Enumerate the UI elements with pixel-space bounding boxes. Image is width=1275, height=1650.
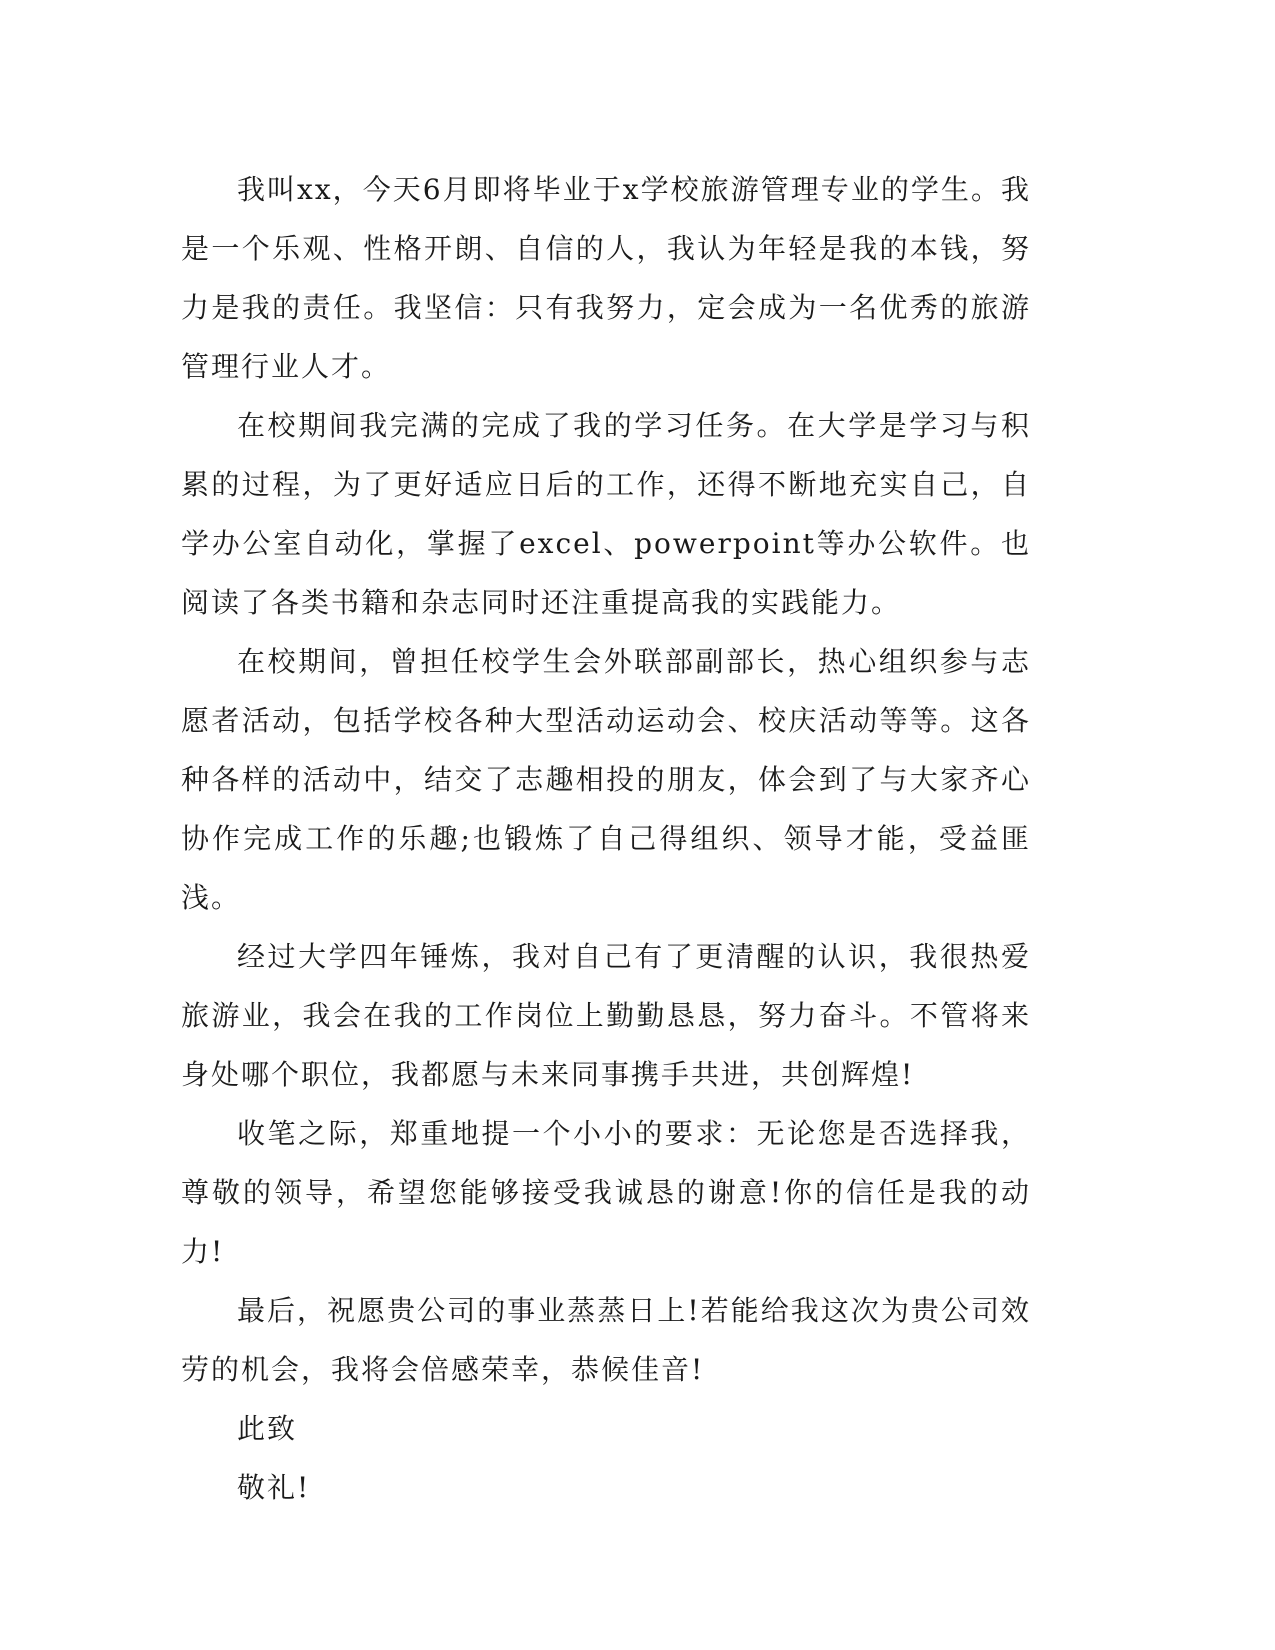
paragraph-commitment: 经过大学四年锤炼，我对自己有了更清醒的认识，我很热爱旅游业，我会在我的工作岗位上勤勤恳恳，努力奋斗。不管将来身处哪个职位，我都愿与未来同事携手共进，共创辉煌! <box>181 940 1031 1091</box>
paragraph-study: 在校期间我完满的完成了我的学习任务。在大学是学习与积累的过程，为了更好适应日后的工作，还得不断地充实自己，自学办公室自动化，掌握了excel、powerpoint等办公软件。也阅读了各类书籍和杂志同时还注重提高我的实践能力。 <box>181 409 1031 619</box>
paragraph-intro: 我叫xx，今天6月即将毕业于x学校旅游管理专业的学生。我是一个乐观、性格开朗、自信的人，我认为年轻是我的本钱，努力是我的责任。我坚信：只有我努力，定会成为一名优秀的旅游管理行业人才。 <box>181 173 1031 383</box>
closing-salutation: 此致 <box>237 1412 298 1445</box>
paragraph-activities: 在校期间，曾担任校学生会外联部副部长，热心组织参与志愿者活动，包括学校各种大型活动运动会、校庆活动等等。这各种各样的活动中，结交了志趣相投的朋友，体会到了与大家齐心协作完成工作的乐趣;也锻炼了自己得组织、领导才能，受益匪浅。 <box>181 645 1031 914</box>
paragraph-wishes: 最后，祝愿贵公司的事业蒸蒸日上!若能给我这次为贵公司效劳的机会，我将会倍感荣幸，恭候佳音! <box>181 1294 1031 1386</box>
letter-body <box>181 160 1031 1517</box>
paragraph-request: 收笔之际，郑重地提一个小小的要求：无论您是否选择我，尊敬的领导，希望您能够接受我诚恳的谢意!你的信任是我的动力! <box>181 1117 1031 1268</box>
closing-regards: 敬礼! <box>237 1471 311 1504</box>
